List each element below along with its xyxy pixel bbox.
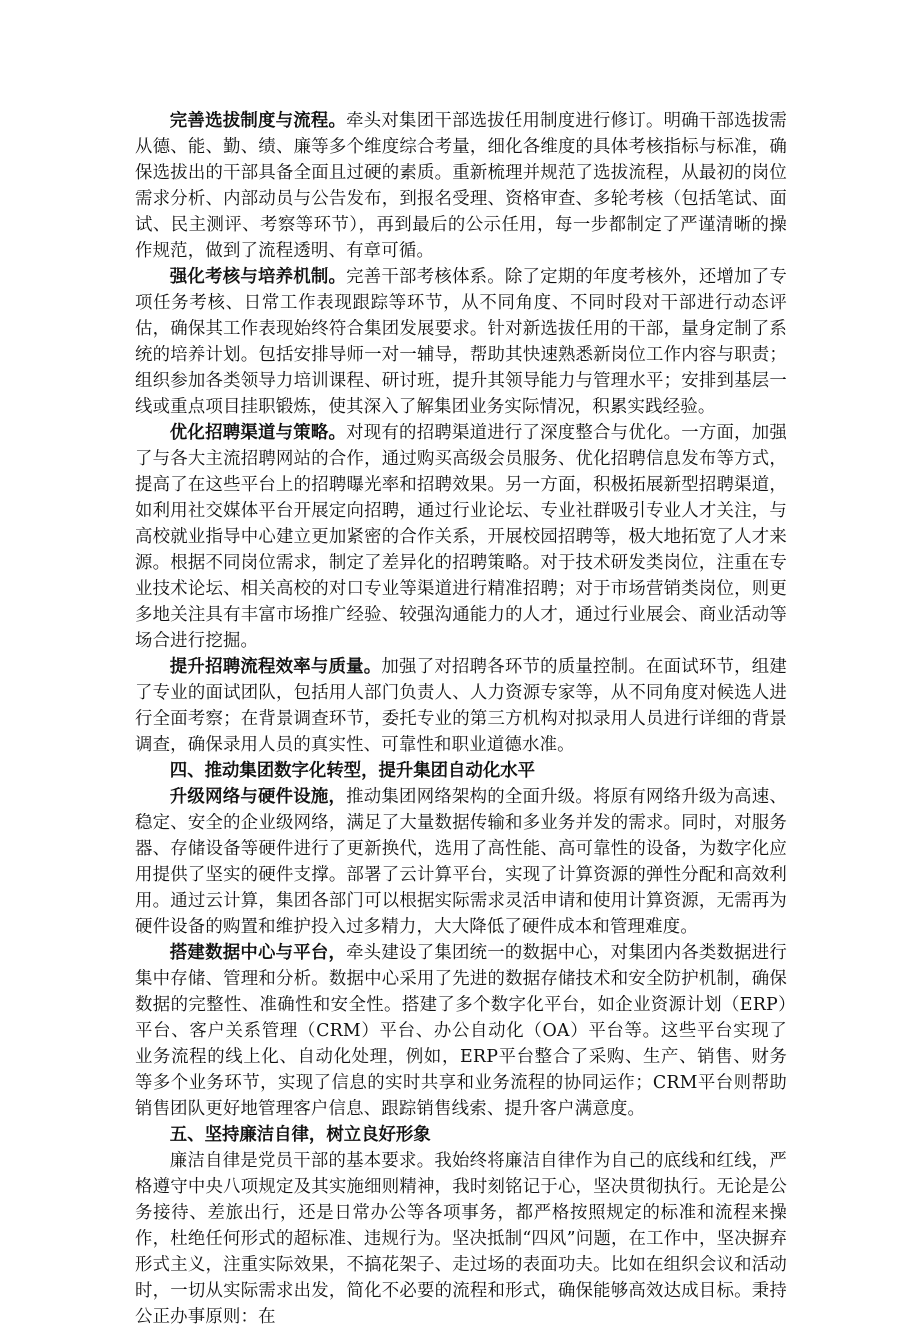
paragraph-network-hardware	[135, 784, 787, 940]
paragraph-recruitment-quality	[135, 654, 787, 758]
paragraph-selection-system	[135, 108, 787, 264]
paragraph-body: 推动集团网络架构的全面升级。将原有网络升级为高速、稳定、安全的企业级网络，满足了大量数据传输和多业务并发的需求。同时，对服务器、存储设备等硬件进行了更新换代，选用了高性能、高可靠性的设备，为数字化应用提供了坚实的硬件支撑。部署了云计算平台，实现了计算资源的弹性分配和高效利用。通过云计算，集团各部门可以根据实际需求灵活申请和使用计算资源，无需再为硬件设备的购置和维护投入过多精力，大大降低了硬件成本和管理难度。	[135, 787, 787, 937]
paragraph-body: 完善干部考核体系。除了定期的年度考核外，还增加了专项任务考核、日常工作表现跟踪等环节，从不同角度、不同时段对干部进行动态评估，确保其工作表现始终符合集团发展要求。针对新选拔任用的干部，量身定制了系统的培养计划。包括安排导师一对一辅导，帮助其快速熟悉新岗位工作内容与职责；组织参加各类领导力培训课程、研讨班，提升其领导能力与管理水平；安排到基层一线或重点项目挂职锻炼，使其深入了解集团业务实际情况，积累实践经验。	[135, 267, 787, 417]
paragraph-body: 廉洁自律是党员干部的基本要求。我始终将廉洁自律作为自己的底线和红线，严格遵守中央八项规定及其实施细则精神，我时刻铭记于心，坚决贯彻执行。无论是公务接待、差旅出行，还是日常办公等各项事务，都严格按照规定的标准和流程来操作，杜绝任何形式的超标准、违规行为。坚决抵制“四风”问题，在工作中，坚决摒弃形式主义，注重实际效果，不搞花架子、走过场的表面功夫。比如在组织会议和活动时，一切从实际需求出发，简化不必要的流程和形式，确保能够高效达成目标。秉持公正办事原则：在	[135, 1151, 787, 1327]
paragraph-body: 对现有的招聘渠道进行了深度整合与优化。一方面，加强了与各大主流招聘网站的合作，通过购买高级会员服务、优化招聘信息发布等方式，提高了在这些平台上的招聘曝光率和招聘效果。另一方面，积极拓展新型招聘渠道，如利用社交媒体平台开展定向招聘，通过行业论坛、专业社群吸引专业人才关注，与高校就业指导中心建立更加紧密的合作关系，开展校园招聘等，极大地拓宽了人才来源。根据不同岗位需求，制定了差异化的招聘策略。对于技术研发类岗位，注重在专业技术论坛、相关高校的对口专业等渠道进行精准招聘；对于市场营销类岗位，则更多地关注具有丰富市场推广经验、较强沟通能力的人才，通过行业展会、商业活动等场合进行挖掘。	[135, 423, 787, 651]
document-page	[135, 108, 787, 1330]
section-heading-integrity: 五、坚持廉洁自律，树立良好形象	[169, 1125, 431, 1145]
paragraph-lead: 强化考核与培养机制。	[169, 267, 347, 287]
paragraph-lead: 优化招聘渠道与策略。	[169, 423, 347, 443]
paragraph-integrity	[135, 1148, 787, 1330]
paragraph-body: 牵头建设了集团统一的数据中心，对集团内各类数据进行集中存储、管理和分析。数据中心采用了先进的数据存储技术和安全防护机制，确保数据的完整性、准确性和安全性。搭建了多个数字化平台，如企业资源计划（ERP）平台、客户关系管理（CRM）平台、办公自动化（OA）平台等。这些平台实现了业务流程的线上化、自动化处理，例如，ERP平台整合了采购、生产、销售、财务等多个业务环节，实现了信息的实时共享和业务流程的协同运作；CRM平台则帮助销售团队更好地管理客户信息、跟踪销售线索、提升客户满意度。	[135, 943, 787, 1119]
paragraph-lead: 搭建数据中心与平台，	[169, 943, 347, 963]
paragraph-lead: 完善选拔制度与流程。	[169, 111, 347, 131]
paragraph-body: 加强了对招聘各环节的质量控制。在面试环节，组建了专业的面试团队，包括用人部门负责人、人力资源专家等，从不同角度对候选人进行全面考察；在背景调查环节，委托专业的第三方机构对拟录用人员进行详细的背景调查，确保录用人员的真实性、可靠性和职业道德水准。	[135, 657, 787, 755]
paragraph-recruitment-channels	[135, 420, 787, 654]
paragraph-lead: 提升招聘流程效率与质量。	[169, 657, 382, 677]
paragraph-assessment-training	[135, 264, 787, 420]
paragraph-body: 牵头对集团干部选拔任用制度进行修订。明确干部选拔需从德、能、勤、绩、廉等多个维度综合考量，细化各维度的具体考核指标与标准，确保选拔出的干部具备全面且过硬的素质。重新梳理并规范了选拔流程，从最初的岗位需求分析、内部动员与公告发布，到报名受理、资格审查、多轮考核（包括笔试、面试、民主测评、考察等环节），再到最后的公示任用，每一步都制定了严谨清晰的操作规范，做到了流程透明、有章可循。	[135, 111, 787, 261]
paragraph-lead: 升级网络与硬件设施，	[169, 787, 347, 807]
paragraph-data-center	[135, 940, 787, 1122]
section-heading-digital-transformation: 四、推动集团数字化转型，提升集团自动化水平	[169, 761, 536, 781]
